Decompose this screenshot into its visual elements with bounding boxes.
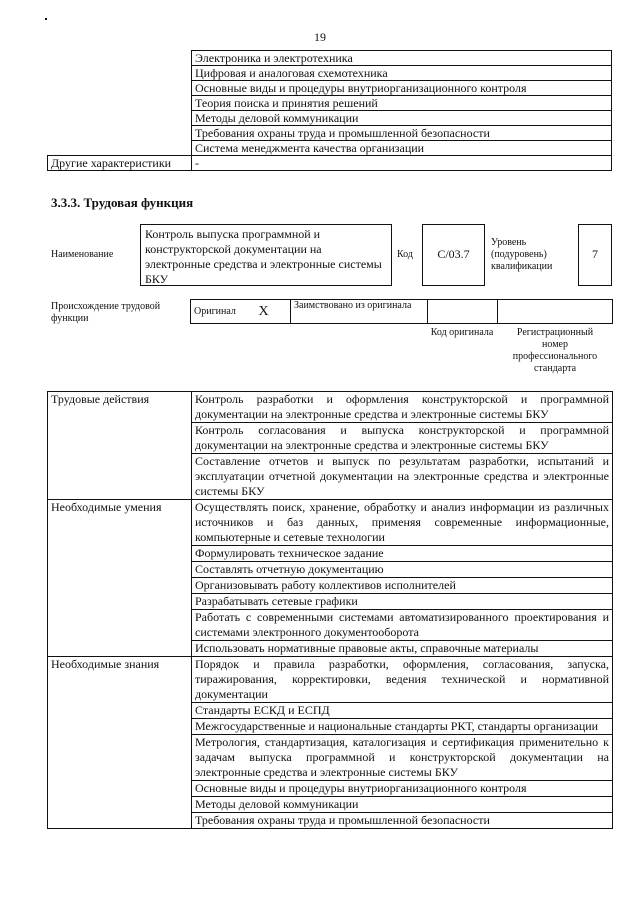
reg-number-label: Регистрационный номер профессионального стандарта (512, 327, 598, 374)
knowledge-item: Метрология, стандартизация, каталогизация и сертификация применительно к задачам выпуска программной и конструкторской документации на электронные средства и электронные системы БКУ (192, 735, 613, 781)
name-label: Наименование (51, 249, 114, 260)
knowledge-item: Система менеджмента качества организации (192, 141, 612, 156)
knowledge-item: Стандарты ЕСКД и ЕСПД (192, 703, 613, 719)
skill-item: Использовать нормативные правовые акты, справочные материалы (192, 641, 613, 657)
page-number: 19 (314, 30, 326, 44)
empty-cell (48, 141, 192, 156)
other-characteristics-value: - (192, 156, 612, 171)
table-row (48, 126, 612, 141)
knowledge-item: Цифровая и аналоговая схемотехника (192, 66, 612, 81)
skill-item: Формулировать техническое задание (192, 546, 613, 562)
labor-action-item: Составление отчетов и выпуск по результатам разработки, испытаний и эксплуатации отчетной документации на электронные средства и электронные системы БКУ (192, 454, 613, 500)
empty-cell (48, 81, 192, 96)
function-details-table (47, 391, 613, 829)
section-title: 3.3.3. Трудовая функция (51, 195, 194, 210)
borrowed-label: Заимствовано из оригинала (291, 300, 428, 324)
table-row (48, 500, 613, 546)
knowledge-item: Методы деловой коммуникации (192, 797, 613, 813)
code-label: Код (397, 249, 413, 260)
knowledge-item: Электроника и электротехника (192, 51, 612, 66)
skill-item: Работать с современными системами автоматизированного проектирования и системами электронного документооборота (192, 610, 613, 641)
level-value: 7 (578, 224, 612, 286)
reg-number-cell (498, 300, 613, 324)
skill-item: Осуществлять поиск, хранение, обработку и анализ информации из различных источников и баз данных, применяя современные информационные, компьютерные и сетевые технологии (192, 500, 613, 546)
table-row (48, 141, 612, 156)
scan-dot (45, 18, 47, 20)
code-original-label: Код оригинала (430, 327, 494, 338)
knowledge-item: Порядок и правила разработки, оформления, согласования, запуска, тиражирования, корректировки, ведения технической и нормативной документации (192, 657, 613, 703)
skills-label: Необходимые умения (48, 500, 192, 657)
empty-cell (48, 51, 192, 66)
knowledge-continuation-table (47, 50, 612, 171)
table-row (48, 51, 612, 66)
knowledge-item: Требования охраны труда и промышленной безопасности (192, 813, 613, 829)
knowledge-item: Методы деловой коммуникации (192, 111, 612, 126)
table-row (48, 657, 613, 703)
knowledge-item: Теория поиска и принятия решений (192, 96, 612, 111)
knowledge-item: Основные виды и процедуры внутриорганизационного контроля (192, 781, 613, 797)
table-row (48, 81, 612, 96)
knowledge-item: Основные виды и процедуры внутриорганизационного контроля (192, 81, 612, 96)
labor-action-item: Контроль разработки и оформления конструкторской и программной документации на электронные средства и электронные системы БКУ (192, 392, 613, 423)
origin-table (190, 299, 613, 324)
labor-actions-label: Трудовые действия (48, 392, 192, 500)
original-label: Оригинал (191, 300, 256, 324)
empty-cell (48, 126, 192, 141)
empty-cell (48, 111, 192, 126)
labor-action-item: Контроль согласования и выпуска конструкторской и программной документации на электронные средства и электронные системы БКУ (192, 423, 613, 454)
skill-item: Разрабатывать сетевые графики (192, 594, 613, 610)
table-row (48, 156, 612, 171)
level-label: Уровень (подуровень) квалификации (491, 237, 553, 272)
code-original-cell (428, 300, 498, 324)
knowledge-item: Межгосударственные и национальные стандарты РКТ, стандарты организации (192, 719, 613, 735)
knowledge-label: Необходимые знания (48, 657, 192, 829)
table-row (48, 66, 612, 81)
skill-item: Организовывать работу коллективов исполнителей (192, 578, 613, 594)
code-value: C/03.7 (422, 224, 485, 286)
table-row (48, 96, 612, 111)
other-characteristics-label: Другие характеристики (48, 156, 192, 171)
table-row (191, 300, 613, 324)
table-row (48, 111, 612, 126)
knowledge-item: Требования охраны труда и промышленной безопасности (192, 126, 612, 141)
original-mark: X (256, 300, 291, 324)
skill-item: Составлять отчетную документацию (192, 562, 613, 578)
empty-cell (48, 66, 192, 81)
function-name: Контроль выпуска программной и конструкторской документации на электронные средства и электронные системы БКУ (140, 224, 392, 286)
origin-label: Происхождение трудовой функции (51, 301, 161, 324)
empty-cell (48, 96, 192, 111)
table-row (48, 392, 613, 423)
